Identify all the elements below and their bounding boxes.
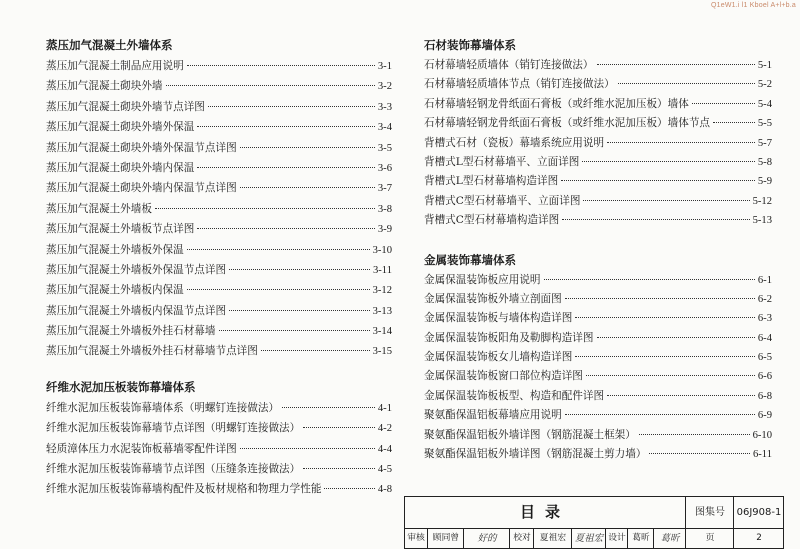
dot-leader — [562, 219, 749, 220]
toc-entry[interactable] — [424, 95, 772, 114]
dot-leader — [607, 395, 755, 396]
toc-entry[interactable] — [424, 172, 772, 191]
toc-entry-page: 3-13 — [372, 305, 392, 317]
toc-entry-page: 6-10 — [752, 429, 772, 441]
dot-leader — [240, 187, 375, 188]
toc-entry[interactable] — [424, 387, 772, 406]
toc-entry-title: 石材幕墙轻质墙体（销钉连接做法） — [424, 59, 594, 71]
toc-right-column — [424, 36, 772, 464]
toc-entry-page: 5-8 — [757, 156, 772, 168]
toc-entry-page: 5-4 — [757, 98, 772, 110]
toc-entry[interactable] — [46, 219, 392, 239]
dot-leader — [565, 414, 755, 415]
toc-entry-title: 金属保温装饰板窗口部位构造详图 — [424, 370, 583, 383]
toc-entry[interactable] — [424, 329, 772, 348]
toc-entry-page: 5-9 — [757, 176, 772, 188]
page-number: 2 — [733, 528, 784, 549]
dot-leader — [303, 468, 375, 469]
toc-entry-title: 蒸压加气混凝土外墙板外保温 — [46, 243, 184, 256]
toc-entry[interactable] — [424, 192, 772, 211]
toc-entry[interactable] — [424, 271, 772, 290]
toc-entry-title: 背槽式C型石材幕墙平、立面详图 — [424, 194, 581, 207]
toc-entry-title: 背槽式L型石材幕墙构造详图 — [424, 175, 559, 188]
toc-entry-page: 6-1 — [757, 274, 772, 286]
toc-entry-page: 3-2 — [377, 81, 392, 93]
toc-entry-title: 蒸压加气混凝土砌块外墙内保温 — [46, 161, 195, 174]
toc-entry-page: 6-8 — [757, 390, 772, 402]
toc-entry-page: 6-11 — [752, 449, 772, 461]
dot-leader — [583, 200, 749, 201]
toc-entry[interactable] — [46, 341, 392, 361]
toc-entry-page: 6-4 — [757, 332, 772, 344]
dot-leader — [261, 350, 370, 351]
page-title: 目录 — [519, 503, 570, 521]
toc-entry[interactable] — [424, 309, 772, 328]
toc-entry-page: 3-14 — [372, 326, 392, 338]
toc-entry-page: 6-3 — [757, 313, 772, 325]
section-title: 蒸压加气混凝土外墙体系 — [46, 38, 173, 52]
toc-entry-page: 5-12 — [752, 195, 772, 207]
toc-entry-page: 3-3 — [377, 101, 392, 113]
toc-entry-title: 聚氨酯保温铝板外墙详图（钢筋混凝土框架） — [424, 428, 636, 441]
toc-entry-page: 6-6 — [757, 371, 772, 383]
toc-entry-title: 背槽式L型石材幕墙平、立面详图 — [424, 155, 580, 168]
dot-leader — [597, 64, 755, 65]
toc-entry-title: 聚氨酯保温铝板幕墙应用说明 — [424, 409, 562, 422]
toc-entry[interactable] — [46, 280, 392, 300]
dot-leader — [166, 85, 375, 86]
toc-entry[interactable] — [424, 153, 772, 172]
toc-entry[interactable] — [46, 158, 392, 178]
toc-entry-title: 纤维水泥加压板装饰幕墙节点详图（压缝条连接做法） — [46, 463, 301, 476]
dot-leader — [187, 65, 375, 66]
toc-entry[interactable] — [46, 398, 392, 418]
toc-entry-title: 蒸压加气混凝土外墙板 — [46, 202, 152, 215]
dot-leader — [561, 180, 755, 181]
toc-entry-title: 纤维水泥加压板装饰幕墙体系（明螺钉连接做法） — [46, 401, 280, 414]
toc-entry[interactable] — [46, 76, 392, 96]
page-label: 页 — [685, 528, 734, 549]
toc-entry-page: 5-5 — [757, 118, 772, 130]
toc-entry-page: 3-11 — [372, 264, 392, 276]
dot-leader — [649, 453, 750, 454]
toc-entry-page: 3-6 — [377, 162, 392, 174]
dot-leader — [586, 375, 755, 376]
section-title: 纤维水泥加压板装饰幕墙体系 — [46, 379, 196, 394]
proofer-signature: 夏祖宏 — [571, 528, 606, 549]
dot-leader — [197, 167, 375, 168]
toc-entry-title: 石材幕墙轻质墙体节点（销钉连接做法） — [424, 78, 615, 91]
proofer-name: 夏祖宏 — [533, 528, 572, 549]
atlas-number: 06J908-1 — [733, 497, 784, 528]
toc-entry[interactable] — [46, 479, 392, 499]
toc-entry-title: 蒸压加气混凝土砌块外墙外保温节点详图 — [46, 141, 237, 154]
toc-entry-title: 蒸压加气混凝土砌块外墙外保温 — [46, 121, 195, 134]
toc-entry[interactable] — [424, 290, 772, 309]
toc-entry-title: 背槽式石材（瓷板）幕墙系统应用说明 — [424, 136, 605, 149]
toc-entry-title: 蒸压加气混凝土外墙板外挂石材幕墙节点详图 — [46, 345, 258, 358]
toc-entry-page: 3-8 — [377, 203, 392, 215]
toc-entry-page: 5-1 — [757, 60, 772, 71]
proof-label: 校对 — [509, 528, 534, 549]
toc-entry[interactable] — [46, 56, 392, 76]
toc-entry-title: 蒸压加气混凝土砌块外墙内保温节点详图 — [46, 182, 237, 195]
toc-entry-title: 金属保温装饰板阳角及勒脚构造详图 — [424, 331, 594, 344]
dot-leader — [575, 317, 755, 318]
toc-entry[interactable] — [46, 117, 392, 137]
toc-entry[interactable] — [46, 138, 392, 158]
toc-entry-page: 3-1 — [377, 61, 392, 72]
toc-entry-title: 蒸压加气混凝土外墙板内保温 — [46, 284, 184, 297]
toc-entry[interactable] — [424, 56, 772, 75]
toc-entry-title: 纤维水泥加压板装饰幕墙节点详图（明螺钉连接做法） — [46, 422, 301, 435]
toc-entry[interactable] — [424, 406, 772, 425]
toc-entry[interactable] — [46, 97, 392, 117]
reviewer-name: 顾同曾 — [427, 528, 464, 549]
toc-entry-page: 3-5 — [377, 142, 392, 154]
dot-leader — [692, 103, 755, 104]
toc-entry-title: 金属保温装饰板与墙体构造详图 — [424, 312, 573, 325]
dot-leader — [282, 407, 375, 408]
dot-leader — [303, 427, 375, 428]
toc-entry-title: 蒸压加气混凝土制品应用说明 — [46, 60, 184, 72]
toc-entry-page: 4-5 — [377, 464, 392, 476]
dot-leader — [187, 249, 370, 250]
toc-entry[interactable] — [46, 199, 392, 219]
toc-entry[interactable] — [424, 426, 772, 445]
dot-leader — [324, 488, 374, 489]
toc-entry-title: 蒸压加气混凝土外墙板外挂石材幕墙 — [46, 325, 216, 338]
toc-entry[interactable] — [424, 445, 772, 464]
toc-entry-page: 3-10 — [372, 244, 392, 256]
toc-entry[interactable] — [424, 348, 772, 367]
dot-leader — [240, 147, 375, 148]
toc-left-column — [46, 36, 392, 500]
corner-watermark: Q1eW1.i l1 Kboel A+l+b.a — [711, 2, 796, 9]
toc-entry-title: 蒸压加气混凝土砌块外墙 — [46, 80, 163, 93]
toc-entry-title: 金属保温装饰板外墙立剖面图 — [424, 292, 562, 305]
toc-entry-title: 蒸压加气混凝土外墙板内保温节点详图 — [46, 304, 227, 317]
dot-leader — [575, 356, 755, 357]
toc-entry-page: 3-9 — [377, 224, 392, 236]
toc-entry[interactable] — [46, 260, 392, 280]
dot-leader — [229, 269, 370, 270]
section-title: 石材装饰幕墙体系 — [424, 38, 516, 52]
toc-entry-title: 聚氨酯保温铝板外墙详图（钢筋混凝土剪力墙） — [424, 448, 647, 461]
toc-entry-page: 6-2 — [757, 293, 772, 305]
dot-leader — [713, 122, 755, 123]
toc-entry-page: 3-12 — [372, 285, 392, 297]
toc-entry[interactable] — [424, 211, 772, 230]
dot-leader — [229, 310, 369, 311]
toc-entry-title: 轻质漳体压力水泥装饰板幕墙零配件详图 — [46, 442, 237, 455]
design-label: 设计 — [605, 528, 628, 549]
toc-entry-page: 5-2 — [757, 79, 772, 91]
toc-entry[interactable] — [424, 114, 772, 133]
dot-leader — [597, 337, 755, 338]
toc-entry-title: 石材幕墙轻钢龙骨纸面石膏板（或纤维水泥加压板）墙体节点 — [424, 117, 711, 130]
reviewer-signature: 好的 — [463, 528, 510, 549]
toc-entry-page: 4-2 — [377, 423, 392, 435]
toc-entry[interactable] — [46, 418, 392, 438]
toc-entry-title: 纤维水泥加压板装饰幕墙构配件及板材规格和物理力学性能 — [46, 483, 322, 496]
toc-entry[interactable] — [46, 301, 392, 321]
dot-leader — [197, 228, 375, 229]
dot-leader — [607, 142, 755, 143]
toc-entry-page: 4-4 — [377, 443, 392, 455]
toc-entry-title: 金属保温装饰板女儿墙构造详图 — [424, 351, 573, 364]
dot-leader — [187, 289, 370, 290]
dot-leader — [618, 83, 755, 84]
toc-entry-page: 3-7 — [377, 183, 392, 195]
dot-leader — [197, 126, 375, 127]
toc-entry-title: 蒸压加气混凝土外墙板节点详图 — [46, 223, 195, 236]
toc-entry-title: 金属保温装饰板应用说明 — [424, 273, 541, 286]
toc-entry-title: 背槽式C型石材幕墙构造详图 — [424, 214, 560, 227]
dot-leader — [565, 298, 755, 299]
toc-entry-page: 5-7 — [757, 137, 772, 149]
toc-entry-page: 6-9 — [757, 410, 772, 422]
atlas-number-label: 图集号 — [685, 497, 734, 528]
toc-entry-title: 石材幕墙轻钢龙骨纸面石膏板（或纤维水泥加压板）墙体 — [424, 97, 689, 110]
section-title: 金属装饰幕墙体系 — [424, 252, 516, 267]
toc-entry[interactable] — [424, 134, 772, 153]
dot-leader — [219, 330, 370, 331]
toc-entry-page: 4-1 — [377, 402, 392, 414]
toc-entry[interactable] — [424, 75, 772, 94]
toc-entry[interactable] — [46, 240, 392, 260]
toc-entry-title: 蒸压加气混凝土砌块外墙节点详图 — [46, 100, 205, 113]
dot-leader — [582, 161, 755, 162]
toc-entry-page: 5-13 — [752, 215, 772, 227]
toc-entry-page: 6-5 — [757, 352, 772, 364]
review-label: 审核 — [407, 533, 425, 543]
toc-entry[interactable] — [46, 439, 392, 459]
drawing-title-block — [404, 496, 784, 549]
toc-entry-page: 3-4 — [377, 122, 392, 134]
designer-signature: 葛昕 — [653, 528, 686, 549]
toc-entry-page: 4-8 — [377, 484, 392, 496]
toc-entry-title: 蒸压加气混凝土外墙板外保温节点详图 — [46, 263, 227, 276]
toc-entry[interactable] — [424, 367, 772, 386]
toc-entry[interactable] — [46, 459, 392, 479]
toc-entry-page: 3-15 — [372, 346, 392, 358]
dot-leader — [208, 106, 375, 107]
toc-entry-title: 金属保温装饰板板型、构造和配件详图 — [424, 389, 605, 402]
dot-leader — [544, 279, 755, 280]
dot-leader — [639, 434, 750, 435]
designer-name: 葛昕 — [627, 528, 654, 549]
dot-leader — [240, 448, 375, 449]
toc-entry[interactable] — [46, 321, 392, 341]
dot-leader — [155, 208, 375, 209]
toc-entry[interactable] — [46, 178, 392, 198]
